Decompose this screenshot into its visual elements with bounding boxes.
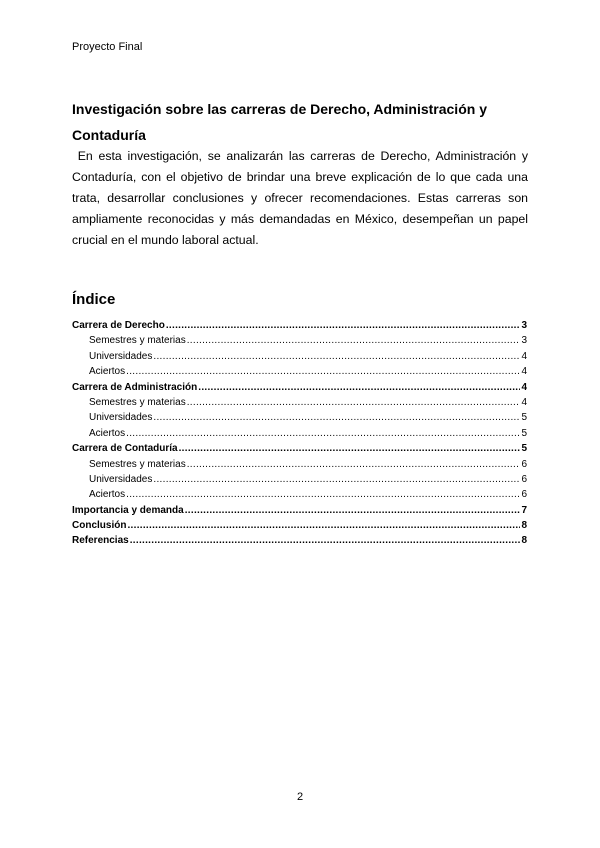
- toc-entry[interactable]: [72, 443, 527, 458]
- toc-leader: [130, 535, 521, 546]
- toc-entry-page: 4: [521, 396, 527, 408]
- toc-leader: [153, 474, 520, 485]
- toc-leader: [153, 412, 520, 423]
- toc-leader: [126, 366, 520, 377]
- toc-heading: Índice: [72, 291, 116, 308]
- toc-entry[interactable]: [72, 397, 527, 412]
- toc-entry-page: 3: [521, 320, 527, 331]
- toc-leader: [187, 397, 521, 408]
- toc-leader: [187, 335, 521, 346]
- toc-leader: [198, 382, 520, 393]
- intro-paragraph: En esta investigación, se analizarán las carreras de Derecho, Administración y Contaduría, con el objetivo de brindar una breve explicación de lo que cada una trata, desarrollar conclusiones y ofrecer recomendaciones. Estas carreras son ampliamente reconocidas y más demandadas en México, desempeñan un papel crucial en el mundo laboral actual.: [72, 149, 528, 247]
- toc-entry[interactable]: [72, 474, 527, 489]
- toc-entry[interactable]: [72, 520, 527, 535]
- toc-entry[interactable]: [72, 535, 527, 550]
- toc-entry-label: Semestres y materias: [89, 458, 186, 470]
- toc-leader: [179, 443, 521, 454]
- toc-leader: [166, 320, 521, 331]
- toc-entry-label: Universidades: [89, 350, 153, 362]
- toc-leader: [126, 428, 520, 439]
- toc-entry-label: Universidades: [89, 473, 153, 485]
- toc-leader: [126, 489, 520, 500]
- toc-entry[interactable]: [72, 505, 527, 520]
- toc-entry-label: Carrera de Derecho: [72, 320, 165, 331]
- toc-entry-page: 4: [521, 350, 527, 362]
- table-of-contents: [72, 320, 527, 551]
- toc-entry-page: 8: [521, 520, 527, 532]
- toc-entry-label: Conclusión: [72, 520, 127, 532]
- toc-entry[interactable]: [72, 366, 527, 381]
- toc-entry-label: Carrera de Administración: [72, 381, 198, 393]
- toc-entry[interactable]: [72, 351, 527, 366]
- toc-entry[interactable]: [72, 459, 527, 474]
- toc-entry-page: 4: [521, 366, 527, 378]
- toc-entry-label: Importancia y demanda: [72, 504, 184, 516]
- toc-entry-page: 5: [521, 412, 527, 424]
- toc-leader: [153, 351, 520, 362]
- toc-entry-page: 8: [521, 535, 527, 547]
- toc-entry-label: Referencias: [72, 535, 129, 547]
- toc-entry-page: 3: [521, 335, 527, 347]
- page-header: Proyecto Final: [72, 41, 143, 53]
- toc-leader: [127, 520, 520, 531]
- page-number: 2: [296, 791, 304, 803]
- toc-entry[interactable]: [72, 320, 527, 335]
- toc-entry-page: 5: [521, 427, 527, 439]
- toc-entry-label: Aciertos: [89, 489, 126, 501]
- toc-entry[interactable]: [72, 335, 527, 350]
- toc-entry[interactable]: [72, 382, 527, 397]
- toc-entry-label: Semestres y materias: [89, 396, 186, 408]
- toc-entry[interactable]: [72, 428, 527, 443]
- toc-entry-page: 7: [521, 504, 527, 516]
- toc-entry-label: Semestres y materias: [89, 335, 186, 347]
- document-title: Investigación sobre las carreras de Derecho, Administración y Contaduría: [72, 101, 487, 143]
- toc-leader: [187, 459, 521, 470]
- toc-entry-label: Carrera de Contaduría: [72, 443, 178, 455]
- toc-entry-page: 4: [521, 381, 527, 393]
- toc-entry-label: Aciertos: [89, 427, 126, 439]
- toc-entry-page: 6: [521, 458, 527, 470]
- toc-entry-page: 6: [521, 473, 527, 485]
- toc-leader: [185, 505, 521, 516]
- toc-entry-page: 5: [521, 443, 527, 455]
- toc-entry-label: Aciertos: [89, 366, 126, 378]
- toc-entry[interactable]: [72, 489, 527, 504]
- toc-entry-label: Universidades: [89, 412, 153, 424]
- toc-entry-page: 6: [521, 489, 527, 501]
- toc-entry[interactable]: [72, 412, 527, 427]
